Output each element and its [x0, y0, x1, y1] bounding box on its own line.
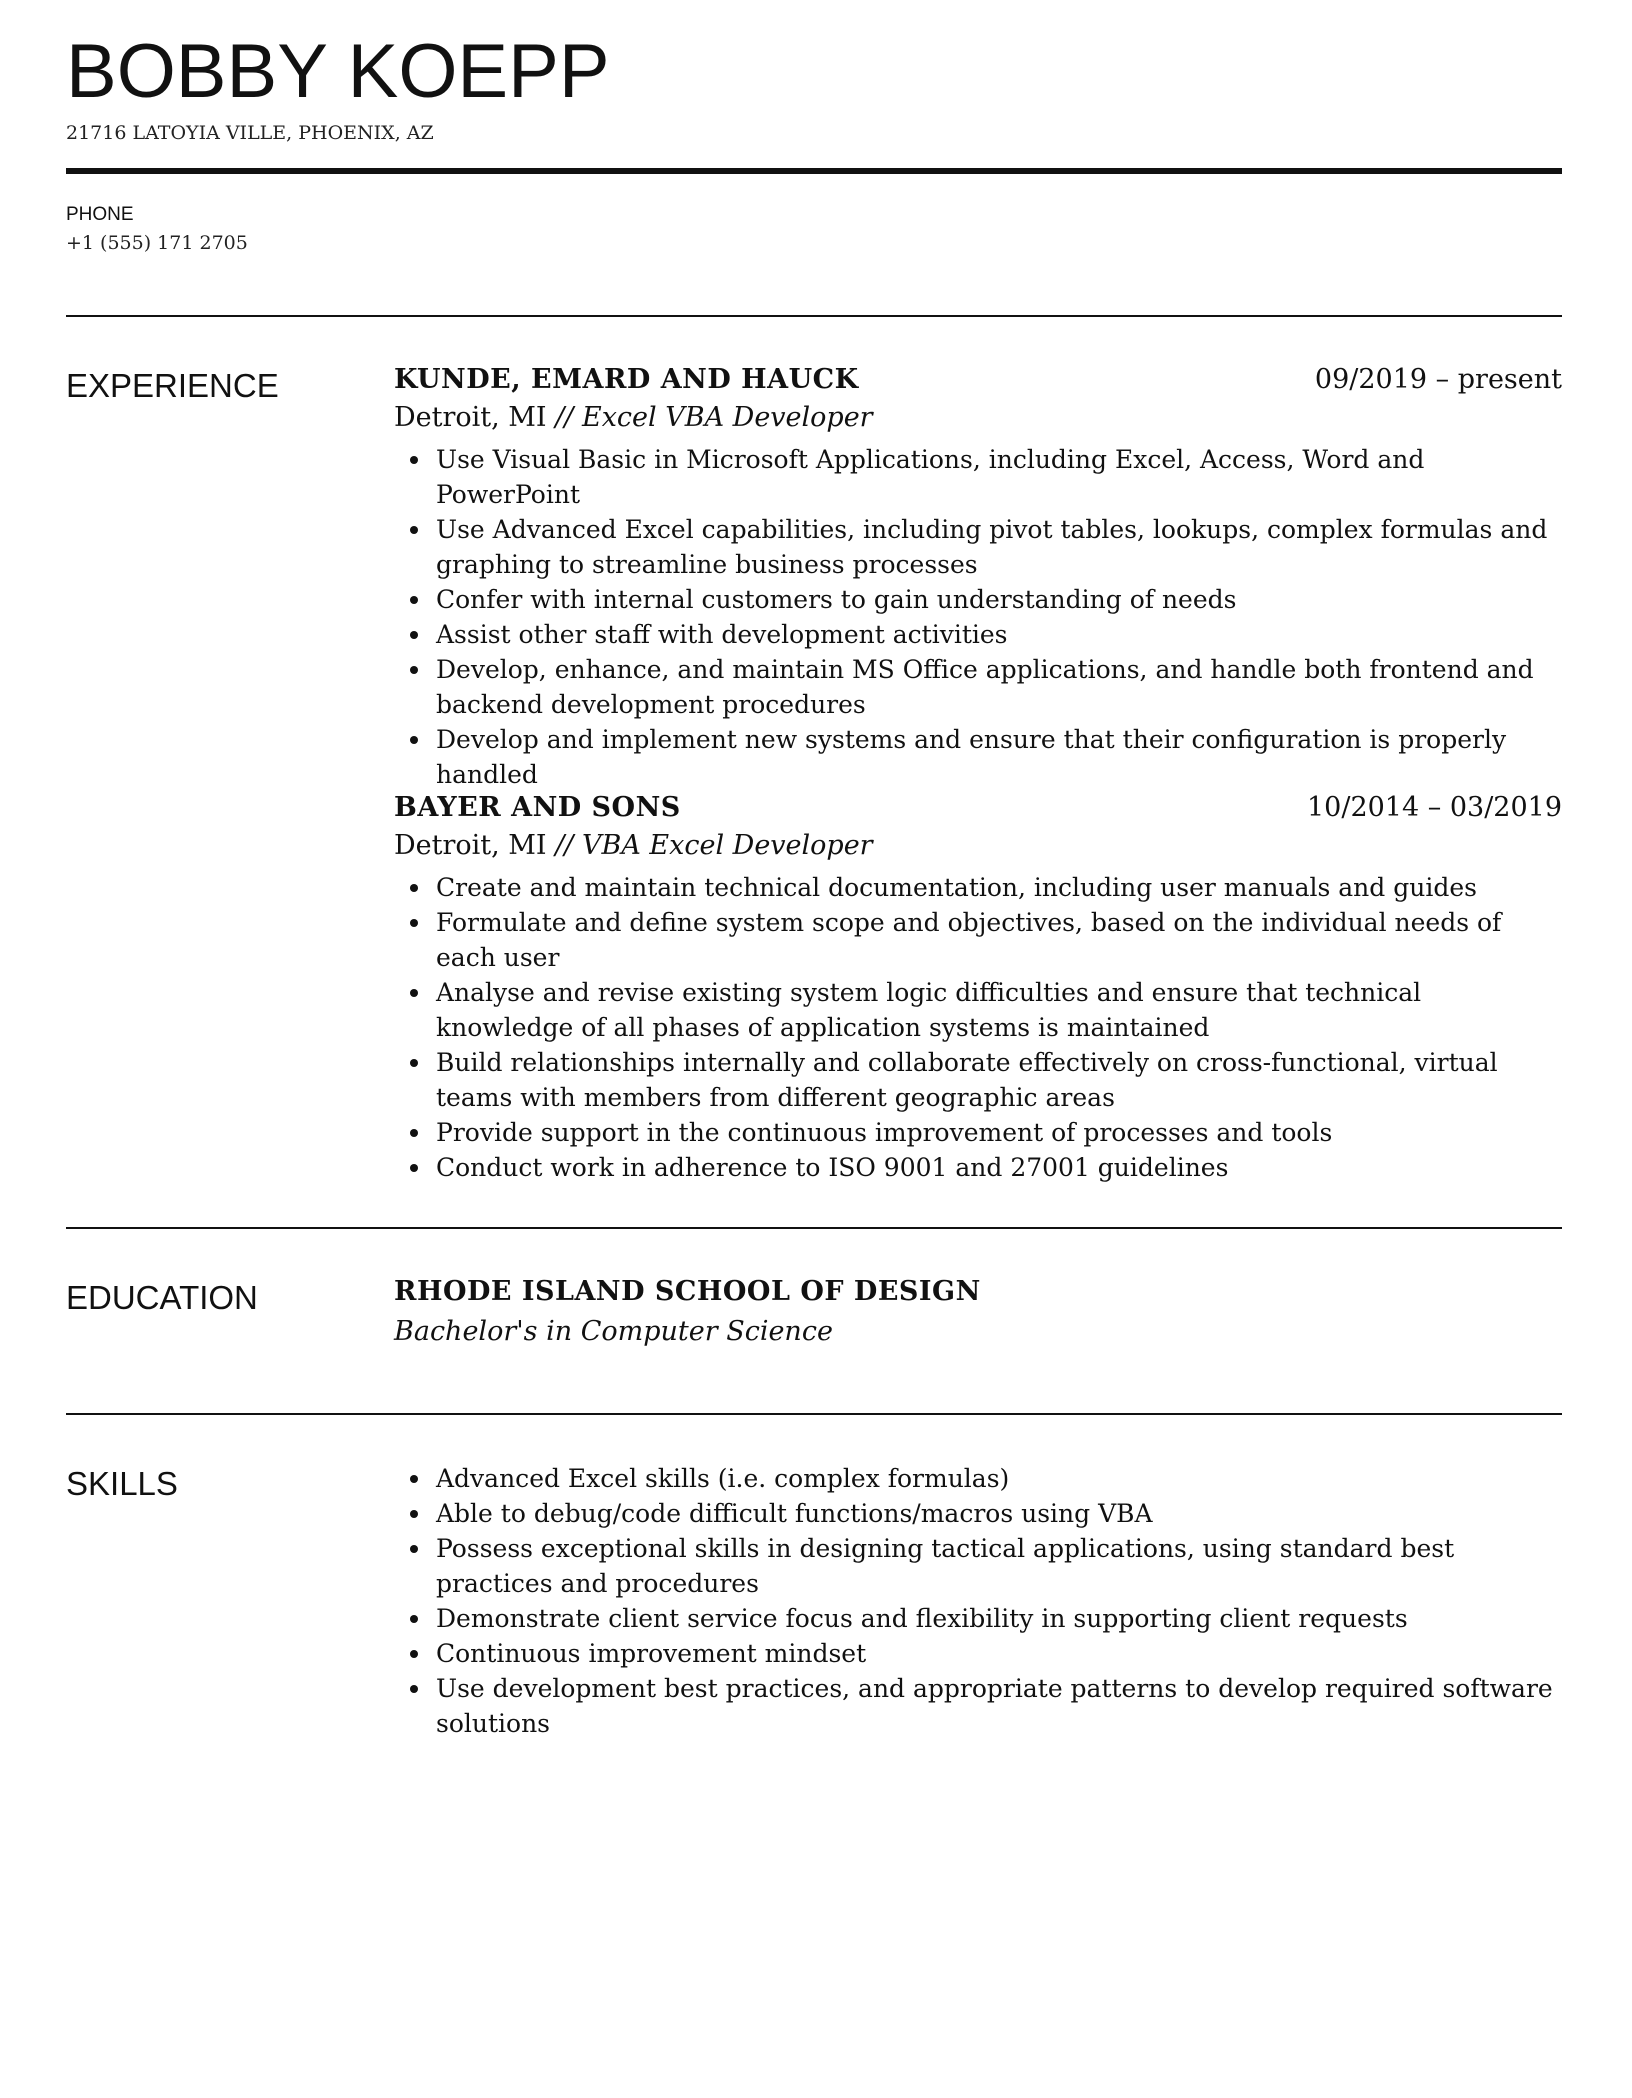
header-divider [66, 168, 1562, 174]
bullet-item: Confer with internal customers to gain understanding of needs [436, 582, 1562, 617]
job-bullets [394, 870, 1562, 1185]
education-section-title: EDUCATION [66, 1279, 258, 1316]
job-role: Excel VBA Developer [582, 402, 873, 433]
skills-section-title: SKILLS [66, 1465, 178, 1502]
job-entry [394, 364, 1562, 792]
job-role: VBA Excel Developer [582, 830, 873, 861]
degree: Bachelor's in Computer Science [394, 1316, 833, 1347]
skills-entry [394, 1461, 1562, 1741]
school-name: RHODE ISLAND SCHOOL OF DESIGN [394, 1276, 981, 1307]
section-divider [66, 1413, 1562, 1415]
section-divider [66, 315, 1562, 317]
bullet-item: Use Visual Basic in Microsoft Applications, including Excel, Access, Word and PowerPoint [436, 442, 1562, 512]
company-name: KUNDE, EMARD AND HAUCK [394, 364, 859, 395]
skill-item: Demonstrate client service focus and flexibility in supporting client requests [436, 1601, 1562, 1636]
bullet-item: Develop and implement new systems and ensure that their configuration is properly handled [436, 722, 1562, 792]
bullet-item: Create and maintain technical documentation, including user manuals and guides [436, 870, 1562, 905]
job-bullets [394, 442, 1562, 792]
role-separator: // [555, 830, 574, 861]
job-location-role [394, 402, 1562, 442]
skill-item: Able to debug/code difficult functions/macros using VBA [436, 1496, 1562, 1531]
candidate-address: 21716 LATOYIA VILLE, PHOENIX, AZ [66, 122, 434, 144]
bullet-item: Analyse and revise existing system logic difficulties and ensure that technical knowledge of all phases of application systems is maintained [436, 975, 1562, 1045]
skills-list [394, 1461, 1562, 1741]
bullet-item: Provide support in the continuous improvement of processes and tools [436, 1115, 1562, 1150]
job-dates: 10/2014 – 03/2019 [1307, 792, 1562, 823]
job-header [394, 792, 1562, 830]
skill-item: Continuous improvement mindset [436, 1636, 1562, 1671]
job-header [394, 364, 1562, 402]
phone-number: +1 (555) 171 2705 [66, 232, 248, 254]
candidate-name: BOBBY KOEPP [66, 29, 610, 114]
job-entry [394, 792, 1562, 1185]
section-divider [66, 1227, 1562, 1229]
job-location: Detroit, MI [394, 402, 547, 433]
skill-item: Possess exceptional skills in designing tactical applications, using standard best practices and procedures [436, 1531, 1562, 1601]
role-separator: // [555, 402, 574, 433]
company-name: BAYER AND SONS [394, 792, 681, 823]
bullet-item: Conduct work in adherence to ISO 9001 and 27001 guidelines [436, 1150, 1562, 1185]
bullet-item: Build relationships internally and collaborate effectively on cross-functional, virtual teams with members from different geographic areas [436, 1045, 1562, 1115]
job-dates: 09/2019 – present [1314, 364, 1562, 395]
skill-item: Advanced Excel skills (i.e. complex formulas) [436, 1461, 1562, 1496]
bullet-item: Assist other staff with development activities [436, 617, 1562, 652]
education-entry [394, 1276, 1562, 1347]
bullet-item: Use Advanced Excel capabilities, including pivot tables, lookups, complex formulas and graphing to streamline business processes [436, 512, 1562, 582]
bullet-item: Develop, enhance, and maintain MS Office applications, and handle both frontend and backend development procedures [436, 652, 1562, 722]
job-location-role [394, 830, 1562, 870]
job-location: Detroit, MI [394, 830, 547, 861]
experience-section-title: EXPERIENCE [66, 367, 279, 404]
bullet-item: Formulate and define system scope and objectives, based on the individual needs of each user [436, 905, 1562, 975]
phone-label: PHONE [66, 204, 134, 225]
skill-item: Use development best practices, and appropriate patterns to develop required software solutions [436, 1671, 1562, 1741]
